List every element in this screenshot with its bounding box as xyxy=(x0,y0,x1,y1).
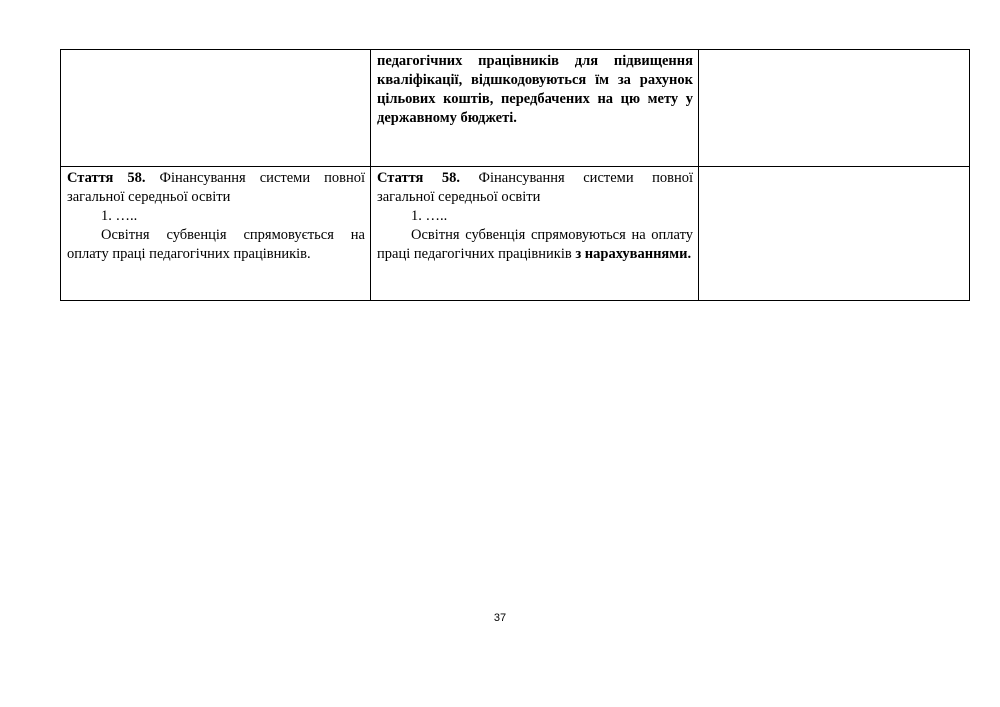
article-heading xyxy=(67,169,365,207)
article-label: Стаття 58. xyxy=(67,170,146,186)
article-label: Стаття 58. xyxy=(377,170,460,186)
cell-comments xyxy=(699,50,970,167)
cell-proposed-text xyxy=(371,50,699,167)
article-text xyxy=(377,226,693,264)
article-text-added: з нарахуваннями. xyxy=(575,246,692,262)
item-number: 1. ….. xyxy=(101,208,138,224)
comparison-table xyxy=(60,49,970,301)
item-number: 1. ….. xyxy=(411,208,448,224)
article-text: Освітня субвенція спрямовується на оплату праці педагогічних працівників. xyxy=(67,227,365,262)
cell-current-text xyxy=(61,50,371,167)
article-title: Фінансування системи повної загальної середньої освіти xyxy=(377,170,693,205)
page-number: 37 xyxy=(493,612,507,624)
article-heading xyxy=(377,169,693,207)
article-title: Фінансування системи повної загальної середньої освіти xyxy=(67,170,365,205)
article-text-main: Освітня субвенція спрямовуються на оплату праці педагогічних працівників xyxy=(377,227,693,262)
table-row xyxy=(61,167,970,301)
table-row xyxy=(61,50,970,167)
cell-comments xyxy=(699,167,970,301)
proposed-text-continuation: педагогічних працівників для підвищення кваліфікації, відшкодовуються їм за рахунок цільових коштів, передбачених на цю мету у державному бюджеті. xyxy=(377,53,693,126)
cell-proposed-text xyxy=(371,167,699,301)
cell-current-text xyxy=(61,167,371,301)
